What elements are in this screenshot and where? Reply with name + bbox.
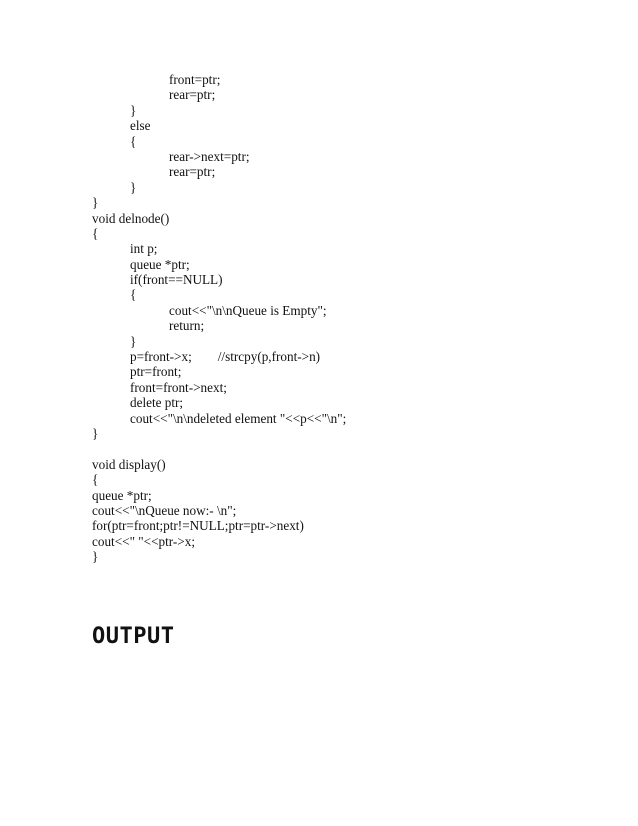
code-line (92, 226, 346, 241)
code-text: queue *ptr; (92, 487, 152, 503)
code-text: cout<<"\n\nQueue is Empty"; (169, 302, 327, 318)
code-text: } (92, 549, 99, 565)
code-line (92, 457, 346, 472)
code-line (92, 518, 346, 533)
code-line (92, 534, 346, 549)
code-line (92, 272, 346, 287)
code-line (92, 488, 346, 503)
code-text: void display() (92, 456, 166, 472)
code-comment: //strcpy(p,front->n) (217, 349, 321, 365)
code-line (92, 149, 346, 164)
code-line (92, 364, 346, 379)
code-text: front=ptr; (169, 72, 221, 87)
code-line (92, 257, 346, 272)
code-text: { (130, 287, 137, 303)
code-line (92, 72, 346, 87)
code-line (92, 164, 346, 179)
code-text: } (130, 333, 137, 349)
code-block (92, 72, 346, 565)
code-text: { (92, 225, 99, 241)
code-text: delete ptr; (130, 395, 184, 411)
code-line (92, 134, 346, 149)
code-text: { (92, 472, 99, 488)
code-line (92, 103, 346, 118)
code-line (92, 503, 346, 518)
code-line (92, 303, 346, 318)
code-text: void delnode() (92, 210, 170, 226)
code-text: if(front==NULL) (130, 272, 223, 288)
code-line (92, 549, 346, 564)
code-line (92, 211, 346, 226)
code-line (92, 334, 346, 349)
code-text: p=front->x; (130, 349, 192, 365)
code-line (92, 426, 346, 441)
code-line (92, 241, 346, 256)
code-line (92, 87, 346, 102)
code-line (92, 195, 346, 210)
code-line (92, 380, 346, 395)
code-text: return; (169, 318, 205, 334)
code-line (92, 411, 346, 426)
code-line (92, 118, 346, 133)
code-text: queue *ptr; (130, 256, 190, 272)
code-text: front=front->next; (130, 379, 227, 395)
code-text: { (130, 133, 137, 149)
code-text: cout<<"\n\ndeleted element "<<p<<"\n"; (130, 410, 347, 426)
code-line (92, 349, 346, 364)
code-text: ptr=front; (130, 364, 182, 380)
code-text: rear=ptr; (169, 164, 216, 180)
code-text: } (130, 102, 137, 118)
code-line (92, 395, 346, 410)
code-text: } (92, 195, 99, 211)
code-text: else (130, 118, 151, 134)
code-text: for(ptr=front;ptr!=NULL;ptr=ptr->next) (92, 518, 304, 534)
code-text: int p; (130, 241, 158, 257)
code-line (92, 441, 346, 456)
code-text: } (130, 179, 137, 195)
code-text: rear=ptr; (169, 87, 216, 103)
code-text: cout<<" "<<ptr->x; (92, 533, 195, 549)
code-text: cout<<"\nQueue now:- \n"; (92, 502, 237, 518)
output-heading: OUTPUT (92, 624, 175, 649)
code-line (92, 180, 346, 195)
code-line (92, 318, 346, 333)
code-text: rear->next=ptr; (169, 148, 250, 164)
code-line (92, 287, 346, 302)
code-text: } (92, 425, 99, 441)
code-line (92, 472, 346, 487)
